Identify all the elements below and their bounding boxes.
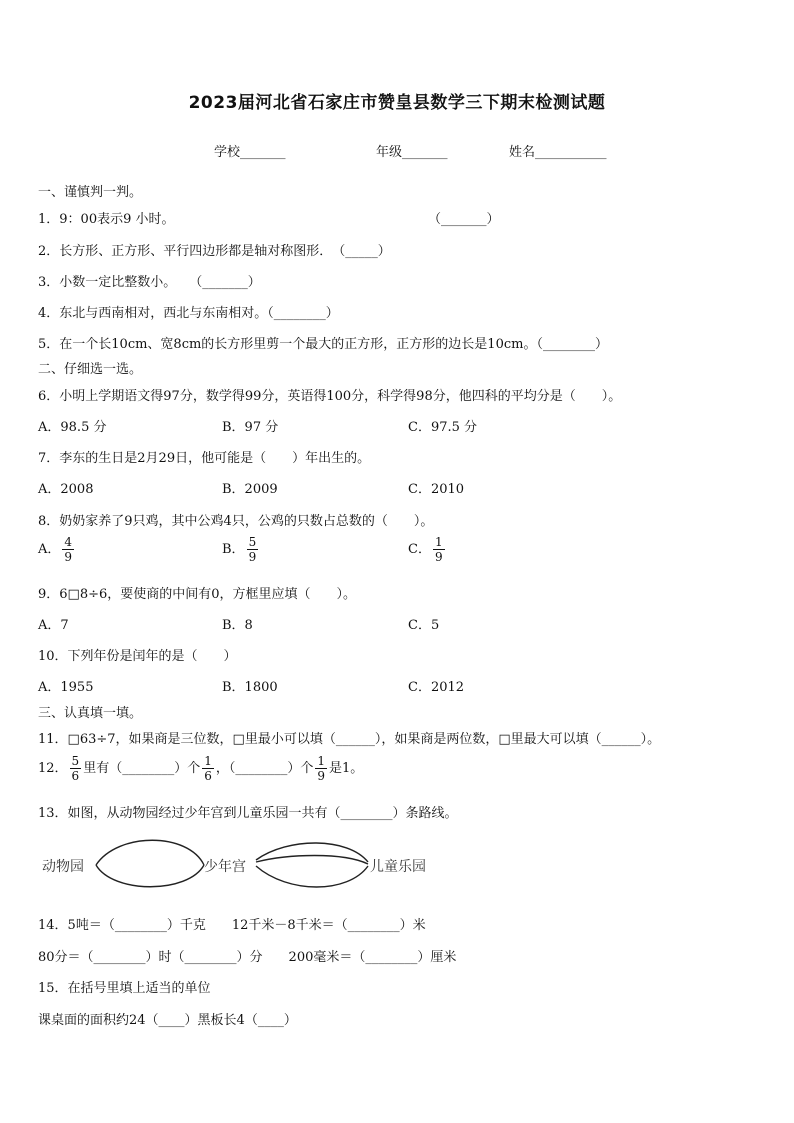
question-15-line: 课桌面的面积约24（____）黑板长4（____）	[38, 1013, 297, 1028]
school-blank[interactable]: _______	[240, 145, 286, 160]
route-zoo-youth-upper	[96, 840, 204, 865]
grade-label: 年级	[376, 145, 403, 160]
question-10-option-a[interactable]: A．1955	[38, 680, 94, 695]
school-field	[214, 141, 286, 160]
fraction	[62, 535, 74, 564]
route-youth-park-lower	[256, 866, 368, 887]
question-6: 6．小明上学期语文得97分，数学得99分，英语得100分，科学得98分，他四科的平均分是（ ）。	[38, 389, 622, 404]
denominator: 9	[64, 550, 73, 564]
question-9-option-c[interactable]: C．5	[408, 618, 440, 633]
name-field	[509, 141, 607, 160]
question-8-option-b[interactable]	[222, 535, 260, 564]
question-8-option-c[interactable]	[408, 535, 447, 564]
question-10: 10．下列年份是闰年的是（ ）	[38, 649, 237, 664]
numerator: 4	[64, 535, 73, 549]
numerator: 1	[434, 535, 443, 549]
question-3: 3．小数一定比整数小。 （_______）	[38, 275, 261, 290]
question-9: 9．6□8÷6，要使商的中间有0，方框里应填（ ）。	[38, 587, 357, 602]
numerator: 5	[248, 535, 257, 549]
page-title: 2023届河北省石家庄市赞皇县数学三下期末检测试题	[188, 93, 606, 113]
name-blank[interactable]: ___________	[535, 145, 607, 160]
section-1-heading: 一、谨慎判一判。	[38, 185, 143, 200]
fraction	[315, 754, 327, 783]
question-2: 2．长方形、正方形、平行四边形都是轴对称图形． （_____）	[38, 244, 391, 259]
denominator: 9	[434, 550, 443, 564]
question-5: 5．在一个长10cm、宽8cm的长方形里剪一个最大的正方形，正方形的边长是10cm。（________）	[38, 337, 608, 352]
question-7: 7．李东的生日是2月29日，他可能是（ ）年出生的。	[38, 451, 371, 466]
question-12-text-1: 里有（________）个	[83, 761, 201, 776]
grade-field	[376, 141, 448, 160]
school-label: 学校	[214, 145, 241, 160]
section-2-heading: 二、仔细选一选。	[38, 362, 143, 377]
fraction	[433, 535, 445, 564]
route-zoo-youth-lower	[96, 865, 204, 887]
youth-palace-label: 少年宫	[204, 859, 246, 875]
fraction	[202, 754, 214, 783]
grade-blank[interactable]: _______	[402, 145, 448, 160]
route-diagram	[38, 832, 458, 902]
denominator: 6	[71, 769, 80, 783]
question-8: 8．奶奶家养了9只鸡，其中公鸡4只，公鸡的只数占总数的（ ）。	[38, 514, 434, 529]
numerator: 1	[204, 754, 212, 768]
fraction	[70, 754, 82, 783]
question-1-answer[interactable]: （_______）	[428, 212, 500, 227]
question-7-option-c[interactable]: C．2010	[408, 482, 465, 497]
question-6-option-b[interactable]: B．97 分	[222, 420, 279, 435]
question-14-line-2: 80分＝（________）时（________）分 200毫米＝（________）厘米	[38, 950, 457, 965]
question-12-text-2: ，（________）个	[215, 761, 314, 776]
denominator: 9	[317, 769, 325, 783]
question-12-number: 12．	[38, 761, 68, 776]
zoo-label: 动物园	[42, 859, 84, 875]
numerator: 1	[317, 754, 325, 768]
question-10-option-b[interactable]: B．1800	[222, 680, 278, 695]
name-label: 姓名	[509, 145, 536, 160]
question-1: 1．9：00表示9 小时。	[38, 212, 175, 227]
numerator: 5	[71, 754, 80, 768]
denominator: 6	[204, 769, 212, 783]
question-12	[38, 754, 363, 783]
question-7-option-a[interactable]: A．2008	[38, 482, 94, 497]
question-6-option-c[interactable]: C．97.5 分	[408, 420, 478, 435]
question-10-option-c[interactable]: C．2012	[408, 680, 465, 695]
question-9-option-a[interactable]: A．7	[38, 618, 69, 633]
question-9-option-b[interactable]: B．8	[222, 618, 253, 633]
option-a-label: A．	[38, 542, 61, 557]
section-3-heading: 三、认真填一填。	[38, 706, 143, 721]
fraction	[247, 535, 259, 564]
denominator: 9	[248, 550, 257, 564]
question-11: 11．□63÷7，如果商是三位数，□里最小可以填（______），如果商是两位数，□里最大可以填（______）。	[38, 732, 661, 747]
childrens-park-label: 儿童乐园	[370, 859, 426, 875]
question-7-option-b[interactable]: B．2009	[222, 482, 278, 497]
question-15: 15．在括号里填上适当的单位	[38, 981, 211, 996]
question-13: 13．如图，从动物园经过少年宫到儿童乐园一共有（________）条路线。	[38, 806, 458, 821]
option-c-label: C．	[408, 542, 431, 557]
question-8-option-a[interactable]	[38, 535, 76, 564]
question-12-text-3: 是1。	[329, 761, 364, 776]
question-14-line-1: 14．5吨＝（________）千克 12千米－8千米＝（________）米	[38, 918, 426, 933]
question-4: 4．东北与西南相对，西北与东南相对。（________）	[38, 306, 339, 321]
option-b-label: B．	[222, 542, 245, 557]
route-youth-park-middle	[256, 856, 368, 865]
question-6-option-a[interactable]: A．98.5 分	[38, 420, 107, 435]
